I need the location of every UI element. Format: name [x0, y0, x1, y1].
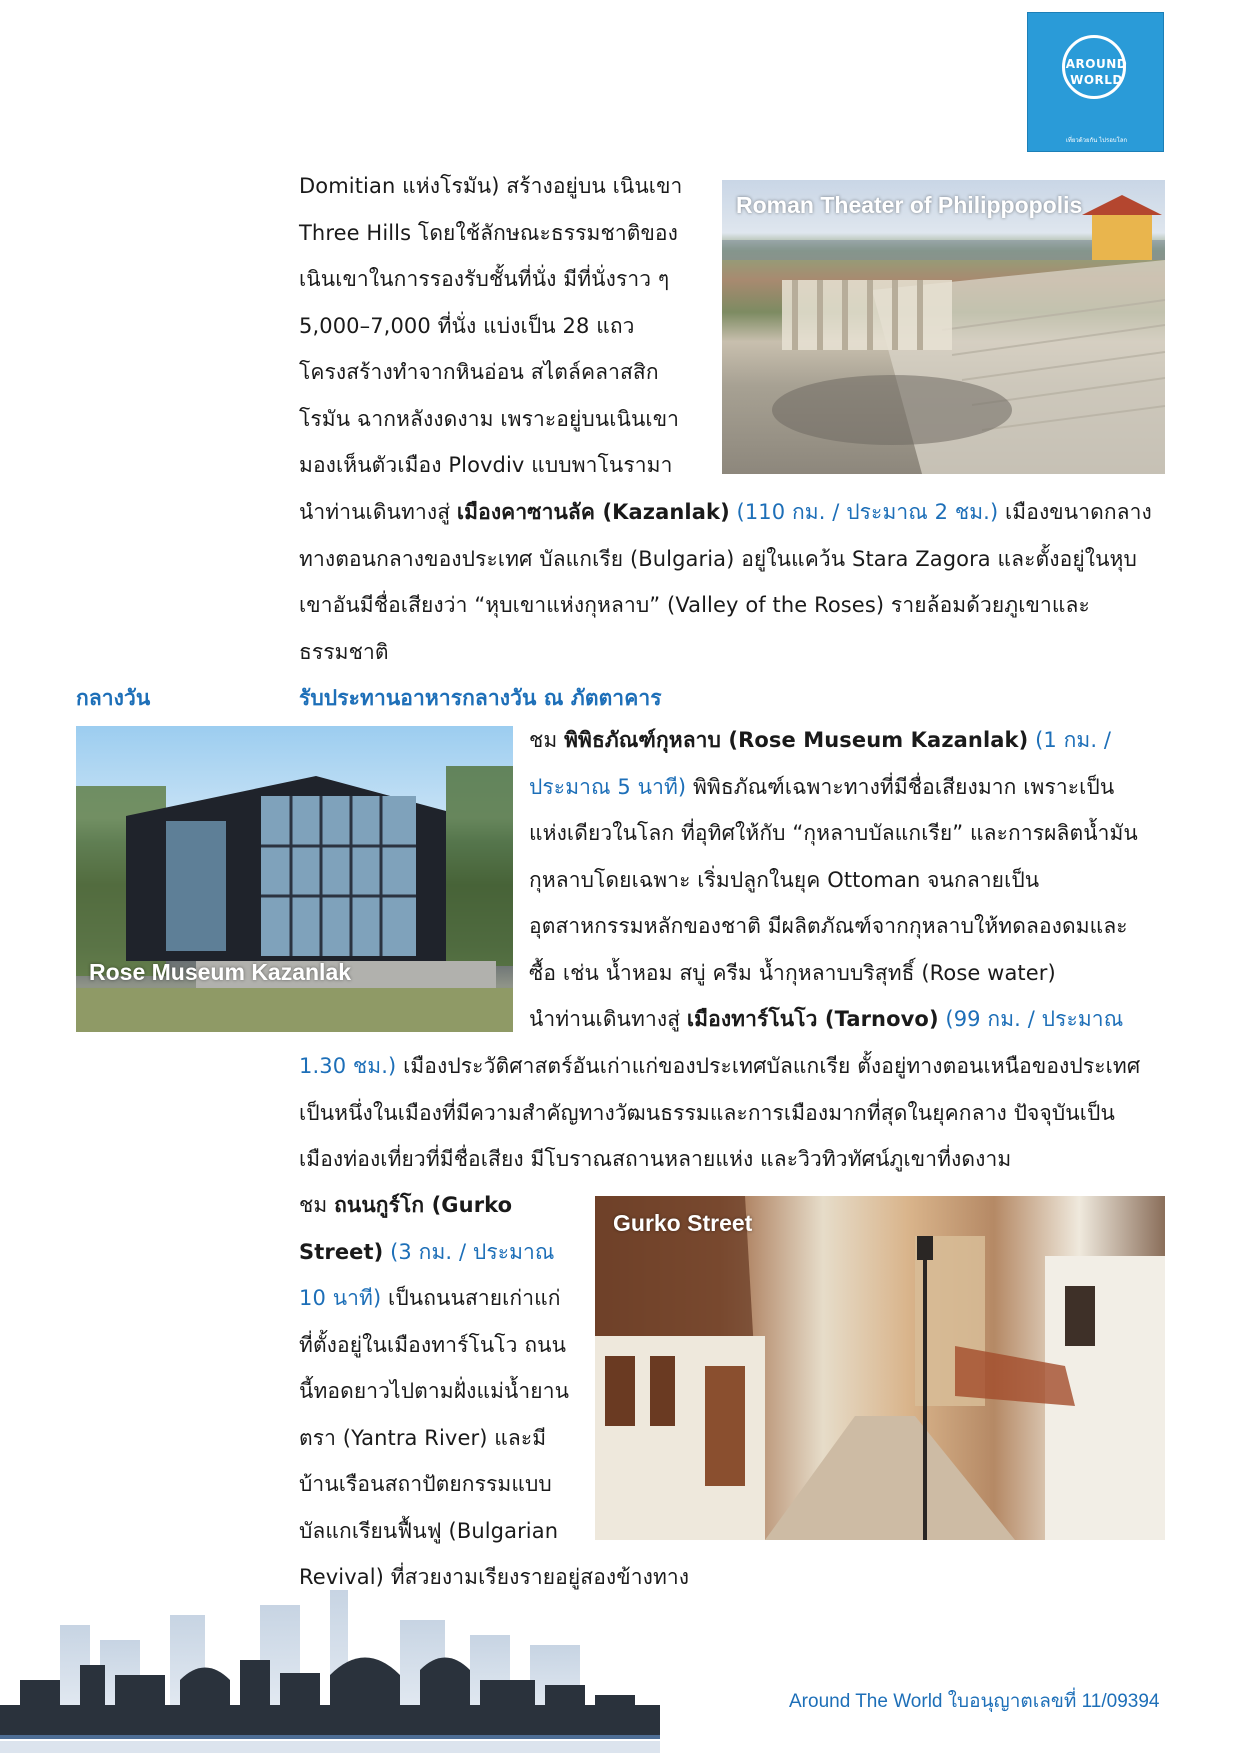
theater-illustration [722, 180, 1165, 474]
text-line: นี้ทอดยาวไปตามฝั่งแม่น้ำยาน [299, 1379, 570, 1403]
place-name: ถนนกูร์โก (Gurko [334, 1193, 513, 1217]
text-line: โครงสร้างทำจากหินอ่อน สไตล์คลาสสิก [299, 360, 659, 384]
theater-description [299, 163, 709, 489]
text-line [299, 1229, 577, 1276]
text-line: Three Hills โดยใช้ลักษณะธรรมชาติของ [299, 220, 678, 245]
place-name: พิพิธภัณฑ์กุหลาบ (Rose Museum Kazanlak) [564, 728, 1029, 752]
text-fragment: ชม [529, 728, 565, 752]
text-line: 5,000–7,000 ที่นั่ง แบ่งเป็น 28 แถว [299, 313, 635, 338]
company-logo [1027, 12, 1164, 152]
text-line: อุตสาหกรรมหลักของชาติ มีผลิตภัณฑ์จากกุหลาบให้ทดลองดมและ [529, 914, 1128, 938]
photo-caption: Rose Museum Kazanlak [89, 959, 352, 985]
footer-license: Around The World ใบอนุญาตเลขที่ 11/09394 [789, 1691, 1160, 1712]
distance-info: 10 นาที) [299, 1286, 382, 1310]
text-line: เขาอันมีชื่อเสียงว่า “หุบเขาแห่งกุหลาบ” (Valley of the Roses) รายล้อมด้วยภูเขาและ [299, 593, 1090, 617]
text-line: เนินเขาในการรองรับชั้นที่นั่ง มีที่นั่งราว ๆ [299, 267, 670, 291]
gurko-street-photo [595, 1196, 1165, 1540]
text-fragment: เมืองขนาดกลาง [998, 500, 1152, 524]
text-fragment: ชม [299, 1193, 335, 1217]
text-line [299, 1182, 577, 1229]
text-line [299, 1275, 577, 1322]
text-line: ที่ตั้งอยู่ในเมืองทาร์โนโว ถนน [299, 1332, 567, 1357]
distance-info: (99 กม. / ประมาณ [938, 1007, 1124, 1031]
text-line: มองเห็นตัวเมือง Plovdiv แบบพาโนรามา [299, 453, 673, 477]
text-line [529, 717, 1165, 764]
distance-info: (1 กม. / [1028, 728, 1112, 752]
text-line [529, 996, 1165, 1043]
text-fragment: นำท่านเดินทางสู่ [299, 500, 457, 524]
distance-info: ประมาณ 5 นาที) [529, 774, 687, 799]
text-line: กุหลาบโดยเฉพาะ เริ่มปลูกในยุค Ottoman จนกลายเป็น [529, 867, 1040, 892]
logo-text: WORLD [1070, 73, 1123, 87]
logo-tagline: เที่ยวด้วยกัน ไปรอบโลก [1065, 137, 1128, 144]
text-line: ตรา (Yantra River) และมี [299, 1425, 547, 1450]
place-name: Street) [299, 1239, 384, 1264]
distance-info: (110 กม. / ประมาณ 2 ชม.) [729, 500, 999, 524]
text-line: แห่งเดียวในโลก ที่อุทิศให้กับ “กุหลาบบัลแกเรีย” และการผลิตน้ำมัน [529, 821, 1138, 845]
photo-caption: Roman Theater of Philippopolis [736, 192, 1083, 218]
city-skyline-decoration [0, 1585, 660, 1753]
tarnovo-intro-line [529, 996, 1165, 1043]
text-line: เป็นหนึ่งในเมืองที่มีความสำคัญทางวัฒนธรรมและการเมืองมากที่สุดในยุคกลาง ปัจจุบันเป็น [299, 1100, 1115, 1125]
text-line: บัลแกเรียนฟื้นฟู (Bulgarian [299, 1518, 559, 1543]
meal-description: รับประทานอาหารกลางวัน ณ ภัตตาคาร [299, 686, 662, 710]
photo-caption: Gurko Street [613, 1210, 753, 1236]
roman-theater-photo [722, 180, 1165, 474]
logo-text: AROUND [1065, 57, 1128, 71]
text-fragment: เมืองประวัติศาสตร์อันเก่าแก่ของประเทศบัลแกเรีย ตั้งอยู่ทางตอนเหนือของประเทศ [396, 1054, 1141, 1078]
text-line: ทางตอนกลางของประเทศ บัลแกเรีย (Bulgaria) อยู่ในแคว้น Stara Zagora และตั้งอยู่ในหุบ [299, 546, 1137, 571]
text-line: โรมัน ฉากหลังงดงาม เพราะอยู่บนเนินเขา [299, 406, 680, 431]
text-line: บ้านเรือนสถาปัตยกรรมแบบ [299, 1472, 552, 1496]
distance-info: 1.30 ชม.) [299, 1054, 397, 1078]
gurko-illustration [595, 1196, 1165, 1540]
meal-time-label: กลางวัน [76, 686, 151, 710]
text-line: ธรรมชาติ [299, 639, 389, 664]
text-line [299, 1043, 1165, 1090]
text-line [299, 489, 1165, 536]
rose-museum-photo [76, 726, 513, 1032]
text-line: ซื้อ เช่น น้ำหอม สบู่ ครีม น้ำกุหลาบบริสุทธิ์ (Rose water) [529, 960, 1056, 985]
rose-museum-description [529, 717, 1165, 996]
place-name: เมืองทาร์โนโว (Tarnovo) [686, 1007, 939, 1031]
text-line [529, 764, 1165, 811]
text-line: Revival) ที่สวยงามเรียงรายอยู่สองข้างทาง [299, 1565, 690, 1589]
distance-info: (3 กม. / ประมาณ [383, 1239, 555, 1264]
tarnovo-description [299, 1043, 1165, 1183]
kazanlak-description [299, 489, 1165, 675]
text-line: เมืองท่องเที่ยวที่มีชื่อเสียง มีโบราณสถานหลายแห่ง และวิวทิวทัศน์ภูเขาที่งดงาม [299, 1147, 1012, 1171]
text-fragment: นำท่านเดินทางสู่ [529, 1007, 687, 1031]
text-fragment: เป็นถนนสายเก่าแก่ [381, 1286, 561, 1310]
museum-illustration [76, 726, 513, 1032]
text-line: Domitian แห่งโรมัน) สร้างอยู่บน เนินเขา [299, 174, 683, 198]
gurko-street-description [299, 1182, 577, 1554]
text-fragment: พิพิธภัณฑ์เฉพาะทางที่มีชื่อเสียงมาก เพราะเป็น [686, 774, 1115, 799]
place-name: เมืองคาซานลัค (Kazanlak) [456, 500, 730, 524]
